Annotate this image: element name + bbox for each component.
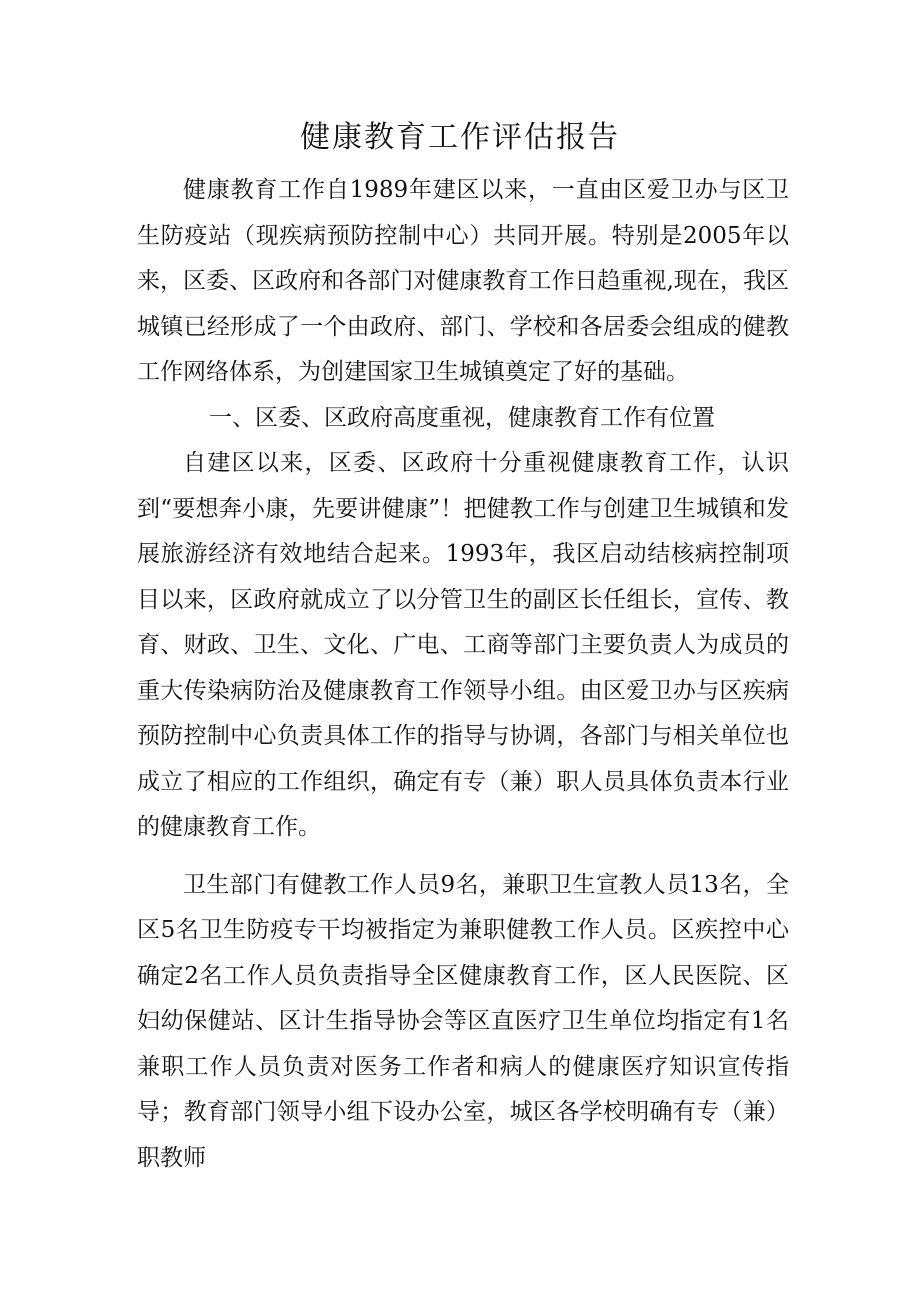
document-title: 健康教育工作评估报告 bbox=[300, 120, 620, 155]
paragraph-gap bbox=[137, 851, 789, 863]
document-body bbox=[137, 168, 789, 1181]
paragraph-intro: 健康教育工作自1989年建区以来，一直由区爱卫办与区卫生防疫站（现疾病预防控制中心）共同开展。特别是2005年以来，区委、区政府和各部门对健康教育工作日趋重视,现在，我区城镇已经形成了一个由政府、部门、学校和各居委会组成的健教工作网络体系，为创建国家卫生城镇奠定了好的基础。 bbox=[137, 177, 789, 385]
paragraph-section-2: 卫生部门有健教工作人员9名，兼职卫生宣教人员13名，全区5名卫生防疫专干均被指定为兼职健教工作人员。区疾控中心确定2名工作人员负责指导全区健康教育工作，区人民医院、区妇幼保健站、区计生指导协会等区直医疗卫生单位均指定有1名兼职工作人员负责对医务工作者和病人的健康医疗知识宣传指导；教育部门领导小组下设办公室，城区各学校明确有专（兼）职教师 bbox=[137, 871, 789, 1171]
paragraph-section-1: 自建区以来，区委、区政府十分重视健康教育工作，认识到“要想奔小康，先要讲健康”！把健教工作与创建卫生城镇和发展旅游经济有效地结合起来。1993年，我区启动结核病控制项目以来，区政府就成立了以分管卫生的副区长任组长，宣传、教育、财政、卫生、文化、广电、工商等部门主要负责人为成员的重大传染病防治及健康教育工作领导小组。由区爱卫办与区疾病预防控制中心负责具体工作的指导与协调，各部门与相关单位也成立了相应的工作组织，确定有专（兼）职人员具体负责本行业的健康教育工作。 bbox=[137, 450, 789, 840]
section-heading: 一、区委、区政府高度重视，健康教育工作有位置 bbox=[209, 404, 715, 431]
